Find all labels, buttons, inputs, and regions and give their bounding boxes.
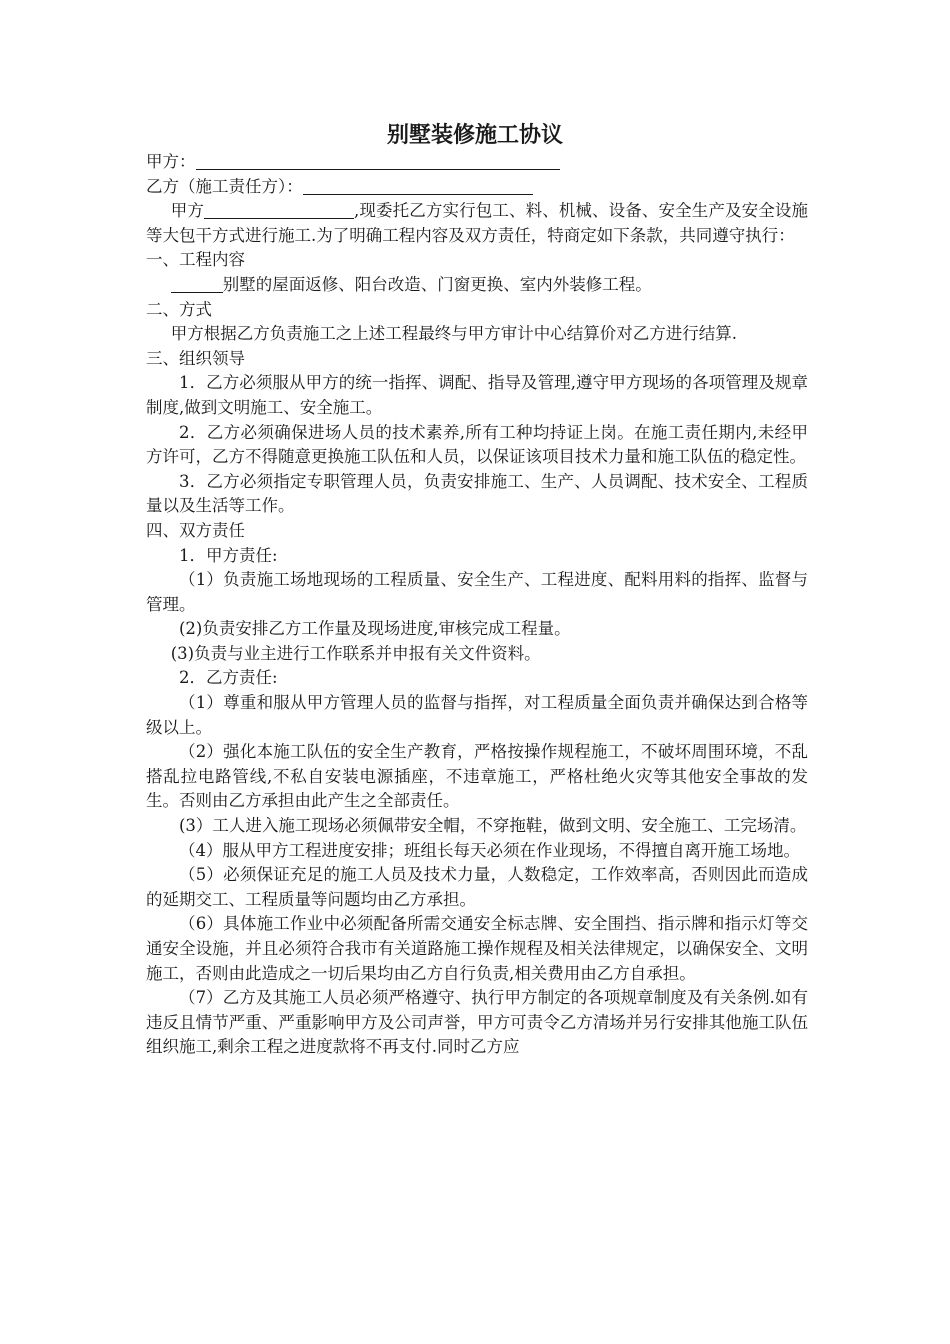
section-2-title: 二、方式: [146, 299, 212, 319]
section-4-title: 四、双方责任: [146, 520, 245, 540]
party-b-blank: [303, 177, 533, 195]
party-a-duties-title: 1．甲方责任:: [179, 545, 278, 565]
party-b-duty: (3）工人进入施工现场必须佩带安全帽，不穿拖鞋，做到文明、安全施工、工完场清。: [179, 816, 807, 836]
section-1-text: 别墅的屋面返修、阳台改造、门窗更换、室内外装修工程。: [146, 273, 808, 298]
section-2-text: 甲方根据乙方负责施工之上述工程最终与甲方审计中心结算价对乙方进行结算.: [170, 324, 737, 344]
section-3-item: 1．乙方必须服从甲方的统一指挥、调配、指导及管理,遵守甲方现场的各项管理及规章制度,做到文明施工、安全施工。: [146, 373, 808, 417]
party-b-line: 乙方（施工责任方）：: [146, 175, 808, 200]
project-blank: [171, 275, 223, 293]
party-a-blank: [196, 152, 560, 170]
party-b-duty: （4）服从甲方工程进度安排；班组长每天必须在作业现场，不得擅自离开施工场地。: [179, 840, 800, 860]
party-a-duty: (3)负责与业主进行工作联系并申报有关文件资料。: [170, 643, 541, 663]
party-a-duty: （1）负责施工场地现场的工程质量、安全生产、工程进度、配料用料的指挥、监督与管理。: [146, 570, 808, 614]
party-b-duty: （6）具体施工作业中必须配备所需交通安全标志牌、安全围挡、指示牌和指示灯等交通安全设施，并且必须符合我市有关道路施工操作规程及相关法律规定，以确保安全、文明施工，否则由此造成之一切后果均由乙方自行负责,相关费用由乙方自承担。: [146, 914, 808, 983]
party-b-duty: （5）必须保证充足的施工人员及技术力量，人数稳定，工作效率高，否则因此而造成的延期交工、工程质量等问题均由乙方承担。: [146, 865, 808, 909]
section-3-item: 2．乙方必须确保进场人员的技术素养,所有工种均持证上岗。在施工责任期内,未经甲方许可，乙方不得随意更换施工队伍和人员，以保证该项目技术力量和施工队伍的稳定性。: [146, 422, 808, 467]
party-b-duties-title: 2．乙方责任:: [179, 668, 278, 688]
party-a-duty: (2)负责安排乙方工作量及现场进度,审核完成工程量。: [179, 619, 571, 639]
document-title: 别墅装修施工协议: [386, 123, 563, 148]
intro-blank: [204, 201, 354, 219]
party-b-duty: （1）尊重和服从甲方管理人员的监督与指挥，对工程质量全面负责并确保达到合格等级以上。: [146, 693, 808, 737]
section-1-title: 一、工程内容: [146, 250, 245, 270]
intro-paragraph: 甲方 ,现委托乙方实行包工、料、机械、设备、安全生产及安全设施等大包干方式进行施工.为了明确工程内容及双方责任，特商定如下条款，共同遵守执行：: [146, 201, 809, 245]
party-b-duty: （2）强化本施工队伍的安全生产教育，严格按操作规程施工，不破坏周围环境，不乱搭乱拉电路管线,不私自安装电源插座，不违章施工，严格杜绝火灾等其他安全事故的发生。否则由乙方承担由此产生之全部责任。: [146, 742, 808, 811]
section-3-item: 3．乙方必须指定专职管理人员，负责安排施工、生产、人员调配、技术安全、工程质量以及生活等工作。: [146, 471, 808, 516]
party-b-duty: （7）乙方及其施工人员必须严格遵守、执行甲方制定的各项规章制度及有关条例.如有违反且情节严重、严重影响甲方及公司声誉，甲方可责令乙方清场并另行安排其他施工队伍组织施工,剩余工程之进度款将不再支付.同时乙方应: [146, 988, 808, 1057]
document-body: [146, 150, 808, 1060]
section-3-title: 三、组织领导: [146, 348, 245, 368]
party-a-line: 甲方：: [146, 150, 808, 175]
